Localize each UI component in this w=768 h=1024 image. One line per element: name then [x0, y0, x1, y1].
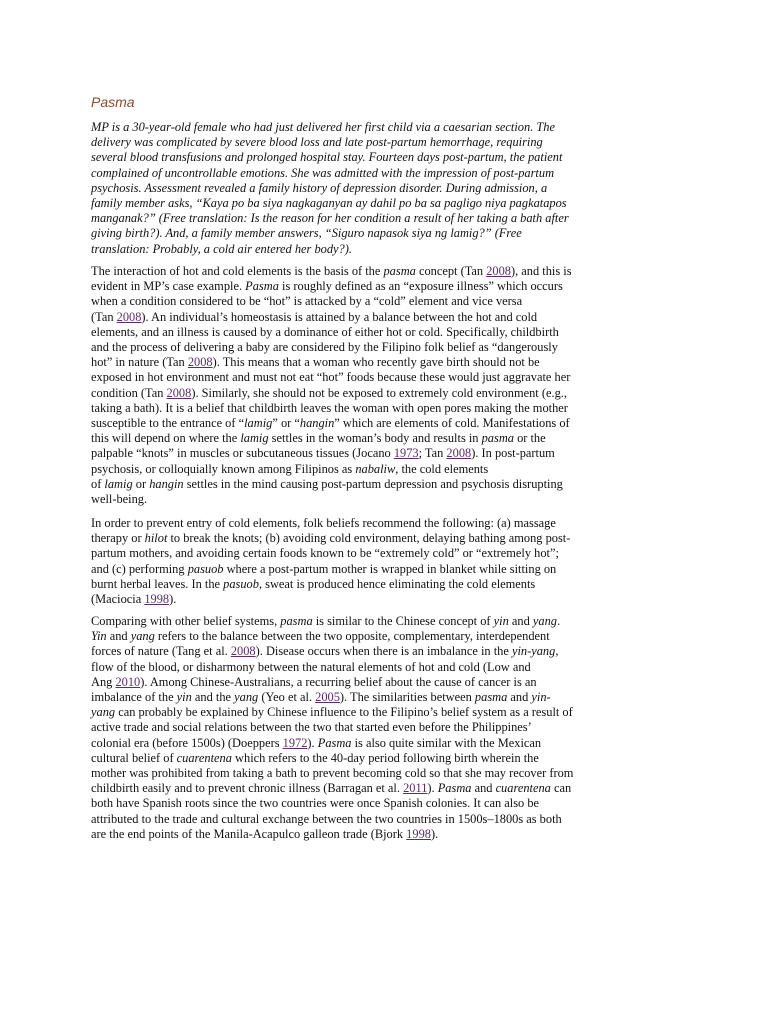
text-line	[91, 629, 683, 644]
italic-term: yin-	[531, 690, 551, 705]
text-run: and	[508, 614, 533, 628]
text-run: forces of nature (Tang et al.	[91, 644, 231, 659]
citation-link[interactable]: 2008	[187, 355, 213, 370]
case-line: complained of uncontrollable emotions. She was admitted with the impression of post-partum	[91, 165, 555, 180]
citation-link[interactable]: 1998	[144, 592, 170, 607]
text-line	[91, 294, 683, 309]
italic-term: pasuob	[187, 561, 224, 576]
text-run: or	[132, 476, 150, 491]
text-run: can	[550, 781, 572, 796]
italic-term: lamig	[244, 416, 273, 431]
italic-term: yin	[176, 690, 192, 705]
section-heading: Pasma	[91, 94, 135, 110]
italic-term: cuarentena	[495, 781, 551, 796]
text-line	[91, 477, 683, 492]
italic-term: yang	[532, 614, 557, 628]
text-run: ). Among Chinese-Australians, a recurring belief about the cause of cancer is an	[140, 674, 537, 689]
citation-link[interactable]: 2008	[446, 446, 472, 461]
citation-link[interactable]: 2005	[315, 690, 340, 705]
italic-term: yang	[91, 705, 116, 720]
text-line	[91, 592, 683, 607]
italic-term: hangin	[149, 476, 184, 491]
text-line	[91, 340, 683, 355]
case-line: several blood transfusions and prolonged hospital stay. Fourteen days post-partum, the patient	[91, 150, 563, 165]
text-run: this will depend on where the	[91, 431, 241, 446]
italic-term: yang	[130, 629, 155, 644]
text-run: active trade and social relations between the two that started even before the Philippines’	[91, 720, 532, 735]
italic-term: Pasma	[245, 279, 279, 294]
paragraph-comparison	[91, 614, 683, 842]
text-line	[91, 751, 683, 766]
text-line	[91, 416, 683, 431]
text-line	[91, 675, 683, 690]
text-run: and	[106, 629, 131, 644]
text-line	[91, 401, 683, 416]
text-run: settles in the woman’s body and results in	[268, 431, 482, 446]
italic-term: pasma	[280, 614, 313, 628]
text-line	[91, 705, 683, 720]
text-run: ).	[427, 781, 438, 796]
case-line: family member asks, “Kaya po ba siya nagkaganyan ay dahil po ba sa pagligo niya pagkatapos	[91, 196, 567, 211]
italic-term: lamig	[240, 431, 269, 446]
text-run: therapy or	[91, 531, 145, 546]
text-run: ).	[307, 735, 318, 750]
text-line	[91, 462, 683, 477]
text-run: ” or “	[272, 416, 300, 431]
text-line	[91, 644, 683, 659]
text-run: is similar to the Chinese concept of	[312, 614, 494, 628]
text-run: is also quite similar with the Mexican	[351, 735, 542, 750]
text-run: , the cold elements	[395, 461, 489, 476]
text-run: and (c) performing	[91, 561, 188, 576]
text-run: settles in the mind causing post-partum depression and psychosis disrupting	[183, 476, 563, 491]
italic-term: Pasma	[437, 781, 472, 796]
text-run: ), and this is	[510, 264, 572, 278]
text-line	[91, 386, 683, 401]
citation-link[interactable]: 2008	[116, 309, 142, 324]
text-run: cultural belief of	[91, 750, 177, 765]
citation-link[interactable]: 2010	[115, 674, 141, 689]
text-line	[91, 546, 683, 561]
text-line	[91, 325, 683, 340]
text-line	[91, 766, 683, 781]
text-line	[91, 355, 683, 370]
text-run: and the process of delivering a baby are considered by the Filipino folk belief as “dangerously	[91, 340, 558, 355]
text-run: , sweat is produced hence eliminating the cold elements	[258, 576, 536, 591]
text-run: well-being.	[91, 492, 148, 507]
italic-term: pasma	[383, 264, 416, 278]
text-line	[91, 446, 683, 461]
citation-link[interactable]: 2008	[486, 264, 511, 278]
text-line	[91, 660, 683, 675]
italic-term: yin-yang	[511, 644, 556, 659]
text-run: ; Tan	[418, 446, 447, 461]
paragraph-hot-cold	[91, 264, 683, 507]
text-run: and	[507, 690, 532, 705]
citation-link[interactable]: 1972	[282, 735, 308, 750]
text-run: taking a bath). It is a belief that childbirth leaves the woman with open pores making the mother	[91, 400, 568, 415]
text-line	[91, 492, 683, 507]
text-run: concept (Tan	[415, 264, 487, 278]
text-line	[91, 812, 683, 827]
text-line	[91, 370, 683, 385]
text-run: are the end points of the Manila-Acapulco galleon trade (Bjork	[91, 826, 407, 841]
citation-link[interactable]: 1998	[406, 826, 431, 841]
text-run: when a condition considered to be “hot” is attacked by a “cold” element and vice versa	[91, 294, 523, 309]
text-run: condition (Tan	[91, 385, 167, 400]
text-run: (Yeo et al.	[258, 690, 316, 705]
italic-term: hangin	[299, 416, 335, 431]
text-line	[91, 531, 683, 546]
text-run: Comparing with other belief systems,	[91, 614, 281, 628]
citation-link[interactable]: 1973	[393, 446, 419, 461]
text-run: susceptible to the entrance of “	[91, 416, 245, 431]
paragraph-prevention	[91, 516, 683, 607]
text-run: (Maciocia	[91, 592, 145, 607]
text-run: attributed to the trade and cultural exchange between the two countries in 1500s–1800s as both	[91, 811, 562, 826]
text-line	[91, 781, 683, 796]
italic-term: pasuob	[223, 576, 259, 591]
text-run: ). In post-partum	[471, 446, 555, 461]
text-line	[91, 264, 683, 279]
text-run: In order to prevent entry of cold elements, folk beliefs recommend the following: (a) massage	[91, 516, 556, 530]
text-run: evident in MP’s case example.	[91, 279, 246, 294]
case-line: MP is a 30-year-old female who had just delivered her first child via a caesarian section. The	[91, 120, 555, 134]
text-run: Ang	[91, 674, 116, 689]
text-run: childbirth easily and to prevent chronic illness (Barragan et al.	[91, 781, 404, 796]
italic-term: yin	[493, 614, 509, 628]
text-run: partum mothers, and avoiding certain foods known to be “extremely cold” or “extremely hot”;	[91, 546, 559, 561]
case-line: manganak?” (Free translation: Is the reason for her condition a result of her taking a bath after	[91, 211, 569, 226]
case-line: giving birth?). And, a family member answers, “Siguro napasok siya ng lamig?” (Free	[91, 226, 522, 241]
italic-term: yang	[234, 690, 259, 705]
text-run: exposed in hot environment and must not eat “hot” foods because these would just aggravate her	[91, 370, 571, 385]
italic-term: pasma	[474, 690, 508, 705]
text-run: imbalance of the	[91, 690, 177, 705]
case-line: translation: Probably, a cold air entered her body?).	[91, 241, 352, 256]
text-line	[91, 279, 683, 294]
text-run: ” which are elements of cold. Manifestations of	[334, 416, 570, 431]
italic-term: nabaliw	[355, 461, 396, 476]
text-line	[91, 431, 683, 446]
text-run: hot” in nature (Tan	[91, 355, 188, 370]
text-run: which refers to the 40-day period following birth wherein the	[231, 750, 539, 765]
text-run: ).	[430, 826, 439, 841]
text-run: The interaction of hot and cold elements is the basis of the	[91, 264, 384, 278]
text-run: both have Spanish roots since the two countries were once Spanish colonies. It can also be	[91, 796, 540, 811]
case-line: delivery was complicated by severe blood loss and late post-partum hemorrhage, requiring	[91, 135, 543, 150]
text-run: (Tan	[91, 309, 117, 324]
italic-term: cuarentena	[176, 750, 232, 765]
text-run: is roughly defined as an “exposure illness” which occurs	[278, 279, 563, 294]
citation-link[interactable]: 2008	[166, 385, 192, 400]
text-run: ). Similarly, she should not be exposed to extremely cold environment (e.g.,	[191, 385, 567, 400]
case-example-block	[91, 120, 681, 257]
italic-term: Pasma	[317, 735, 352, 750]
text-line	[91, 827, 683, 842]
text-run: ). An individual’s homeostasis is attained by a balance between the hot and cold	[141, 309, 538, 324]
text-run: ). Disease occurs when there is an imbalance in the	[255, 644, 512, 659]
text-run: or the	[513, 431, 546, 446]
text-line	[91, 796, 683, 811]
text-run: ).	[169, 592, 177, 607]
text-line	[91, 614, 683, 629]
text-line	[91, 562, 683, 577]
citation-link[interactable]: 2008	[230, 644, 256, 659]
text-run: of	[91, 476, 105, 491]
italic-term: Yin	[91, 629, 107, 644]
text-run: elements, and an illness is caused by a dominance of either hot or cold. Specifically, childbirth	[91, 324, 559, 339]
text-run: to break the knots; (b) avoiding cold environment, delaying bathing among post-	[167, 531, 571, 546]
text-run: and	[471, 781, 496, 796]
text-run: ,	[555, 644, 559, 659]
text-run: colonial era (before 1500s) (Doeppers	[91, 735, 283, 750]
italic-term: pasma	[481, 431, 514, 446]
text-line	[91, 690, 683, 705]
text-run: burnt herbal leaves. In the	[91, 576, 224, 591]
text-run: flow of the blood, or disharmony between the natural elements of hot and cold (Low and	[91, 659, 531, 674]
text-run: where a post-partum mother is wrapped in blanket while sitting on	[223, 561, 557, 576]
case-line: psychosis. Assessment revealed a family history of depression disorder. During admission, a	[91, 180, 548, 195]
italic-term: lamig	[104, 476, 133, 491]
italic-term: hilot	[144, 531, 168, 546]
text-run: can probably be explained by Chinese influence to the Filipino’s belief system as a result of	[115, 705, 573, 720]
text-line	[91, 577, 683, 592]
text-run: ). The similarities between	[339, 690, 475, 705]
text-run: psychosis, or colloquially known among Filipinos as	[91, 461, 356, 476]
text-run: mother was prohibited from taking a bath to prevent becoming cold so that she may recover from	[91, 766, 574, 781]
text-run: ). This means that a woman who recently gave birth should not be	[212, 355, 540, 370]
text-line	[91, 736, 683, 751]
text-line	[91, 310, 683, 325]
text-line	[91, 720, 683, 735]
text-run: palpable “knots” in muscles or subcutaneous tissues (Jocano	[91, 446, 394, 461]
text-run: and the	[191, 690, 235, 705]
text-run: .	[556, 614, 561, 628]
citation-link[interactable]: 2011	[403, 781, 428, 796]
text-run: refers to the balance between the two opposite, complementary, interdependent	[154, 629, 550, 644]
text-line	[91, 516, 683, 531]
